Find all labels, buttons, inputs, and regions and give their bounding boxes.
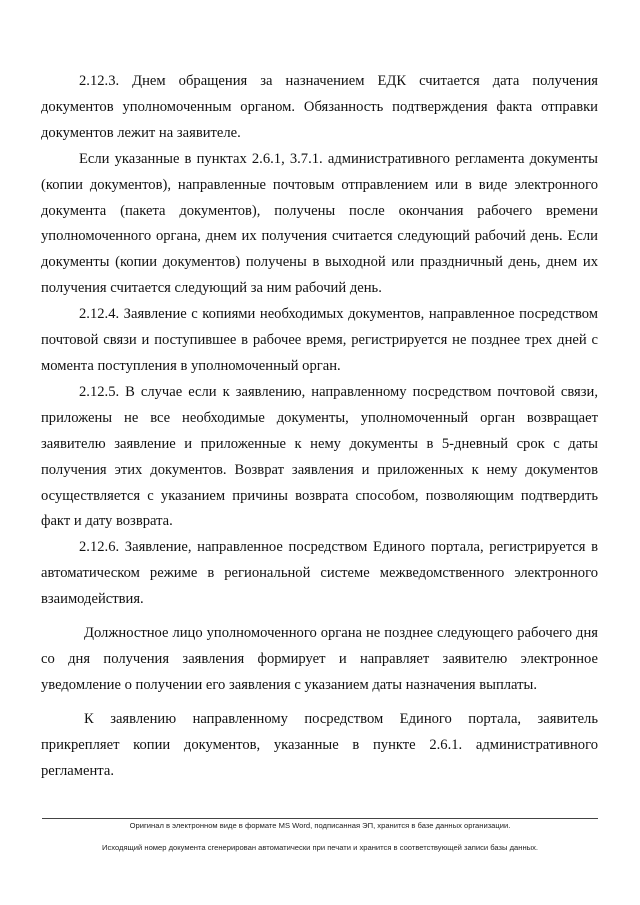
paragraph-2-12-6: 2.12.6. Заявление, направленное посредством Единого портала, регистрируется в автоматическом режиме в региональной системе межведомственного электронного взаимодействия. bbox=[41, 539, 598, 608]
footer-divider bbox=[42, 818, 598, 819]
footer-outgoing-number-note: Исходящий номер документа сгенерирован автоматически при печати и хранится в соответствующей записи базы данных. bbox=[101, 843, 538, 852]
paragraph-received-after-hours: Если указанные в пунктах 2.6.1, 3.7.1. административного регламента документы (копии документов), направленные почтовым отправлением или в виде электронного документа (пакета документов), получены после окончания рабочего времени уполномоченного органа, днем их получения считается следующий рабочий день. Если документы (копии документов) получены в выходной или праздничный день, днем их получения считается следующий за ним рабочий день. bbox=[41, 150, 598, 297]
paragraph-portal-attachments: К заявлению направленному посредством Единого портала, заявитель прикрепляет копии документов, указанные в пункте 2.6.1. административного регламента. bbox=[41, 710, 598, 779]
paragraph-2-12-3: 2.12.3. Днем обращения за назначением ЕДК считается дата получения документов уполномоченным органом. Обязанность подтверждения факта отправки документов лежит на заявителе. bbox=[41, 73, 598, 141]
paragraph-official-notification: Должностное лицо уполномоченного органа не позднее следующего рабочего дня со дня получения заявления формирует и направляет заявителю электронное уведомление о получении его заявления с указанием даты назначения выплаты. bbox=[41, 625, 598, 693]
document-body bbox=[41, 69, 598, 784]
footer-original-note: Оригинал в электронном виде в формате MS Word, подписанная ЭП, хранится в базе данных организации. bbox=[129, 821, 511, 830]
paragraph-2-12-4: 2.12.4. Заявление с копиями необходимых документов, направленное посредством почтовой связи и поступившее в рабочее время, регистрируется не позднее трех дней с момента поступления в уполномоченный орган. bbox=[41, 306, 598, 374]
paragraph-2-12-5: 2.12.5. В случае если к заявлению, направленному посредством почтовой связи, приложены не все необходимые документы, уполномоченный орган возвращает заявителю заявление и приложенные к нему документы в 5-дневный срок с даты получения этих документов. Возврат заявления и приложенных к нему документов осуществляется с указанием причины возврата способом, позволяющим подтвердить факт и дату возврата. bbox=[41, 383, 598, 530]
